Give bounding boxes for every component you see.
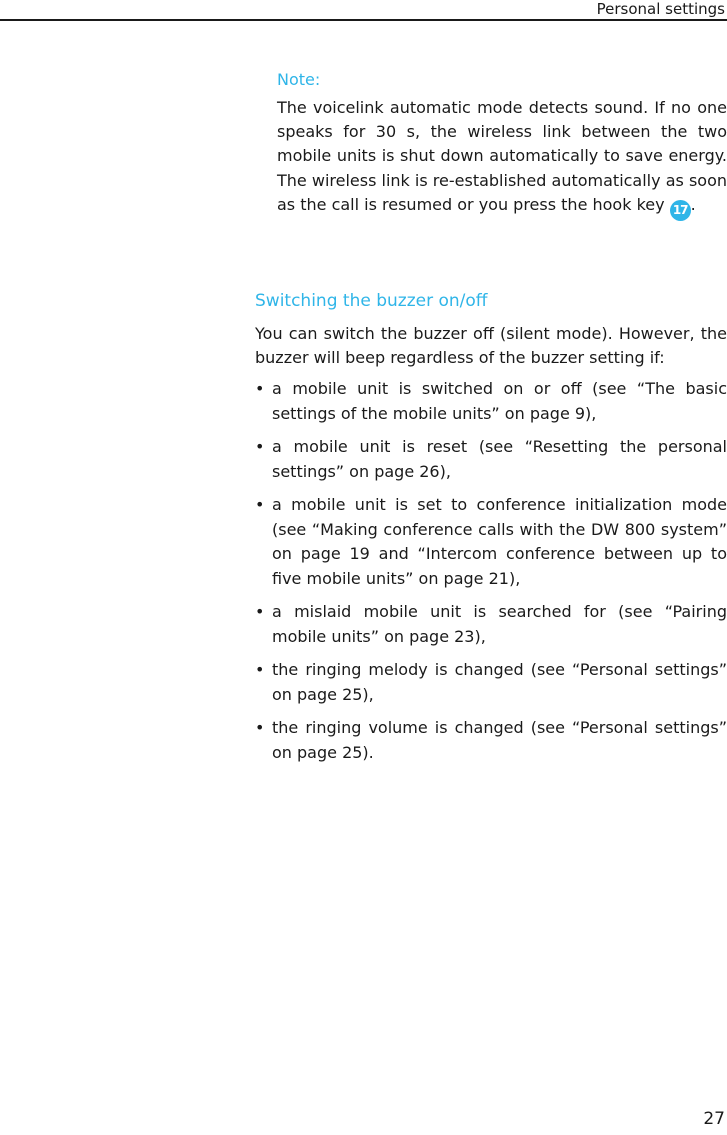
- bullet-icon: •: [255, 437, 265, 456]
- list-item: [255, 658, 727, 707]
- list-item: [255, 493, 727, 591]
- page-number: 27: [703, 1109, 725, 1129]
- bullet-icon: •: [255, 379, 265, 398]
- running-head: Personal settings: [596, 0, 725, 18]
- list-item: [255, 377, 727, 426]
- section-heading: Switching the buzzer on/off: [255, 291, 488, 311]
- buzzer-section: [255, 289, 727, 774]
- hook-key-icon: 17: [670, 200, 691, 221]
- list-item-text: a mislaid mobile unit is searched for (see “Pairing mobile units” on page 23),: [272, 602, 727, 646]
- bullet-icon: •: [255, 660, 265, 679]
- note-text-end: .: [690, 194, 696, 214]
- note-text: [277, 96, 727, 221]
- note-box: [277, 68, 727, 221]
- list-item-text: the ringing volume is changed (see “Personal settings” on page 25).: [272, 718, 727, 762]
- list-item-text: a mobile unit is switched on or off (see “The basic settings of the mobile units” on page 9),: [272, 379, 727, 423]
- bullet-icon: •: [255, 602, 265, 621]
- section-intro: You can switch the buzzer off (silent mode). However, the buzzer will beep regardless of the buzzer setting if:: [255, 324, 727, 367]
- list-item-text: a mobile unit is reset (see “Resetting the personal settings” on page 26),: [272, 437, 727, 481]
- list-item-text: a mobile unit is set to conference initialization mode (see “Making conference calls with the DW 800 system” on page 19 and “Intercom conference between up to five mobile units” on page 21),: [272, 495, 727, 588]
- list-item-text: the ringing melody is changed (see “Personal settings” on page 25),: [272, 660, 727, 704]
- note-label: Note:: [277, 70, 321, 89]
- list-item: [255, 600, 727, 649]
- header-rule: [0, 19, 727, 21]
- note-text-body: The voicelink automatic mode detects sound. If no one speaks for 30 s, the wireless link between the two mobile units is shut down automatically to save energy. The wireless link is re-established automatically as soon as the call is resumed or you press the hook key: [277, 98, 727, 214]
- list-item: [255, 435, 727, 484]
- buzzer-conditions-list: [255, 377, 727, 765]
- list-item: [255, 716, 727, 765]
- bullet-icon: •: [255, 495, 265, 514]
- bullet-icon: •: [255, 718, 265, 737]
